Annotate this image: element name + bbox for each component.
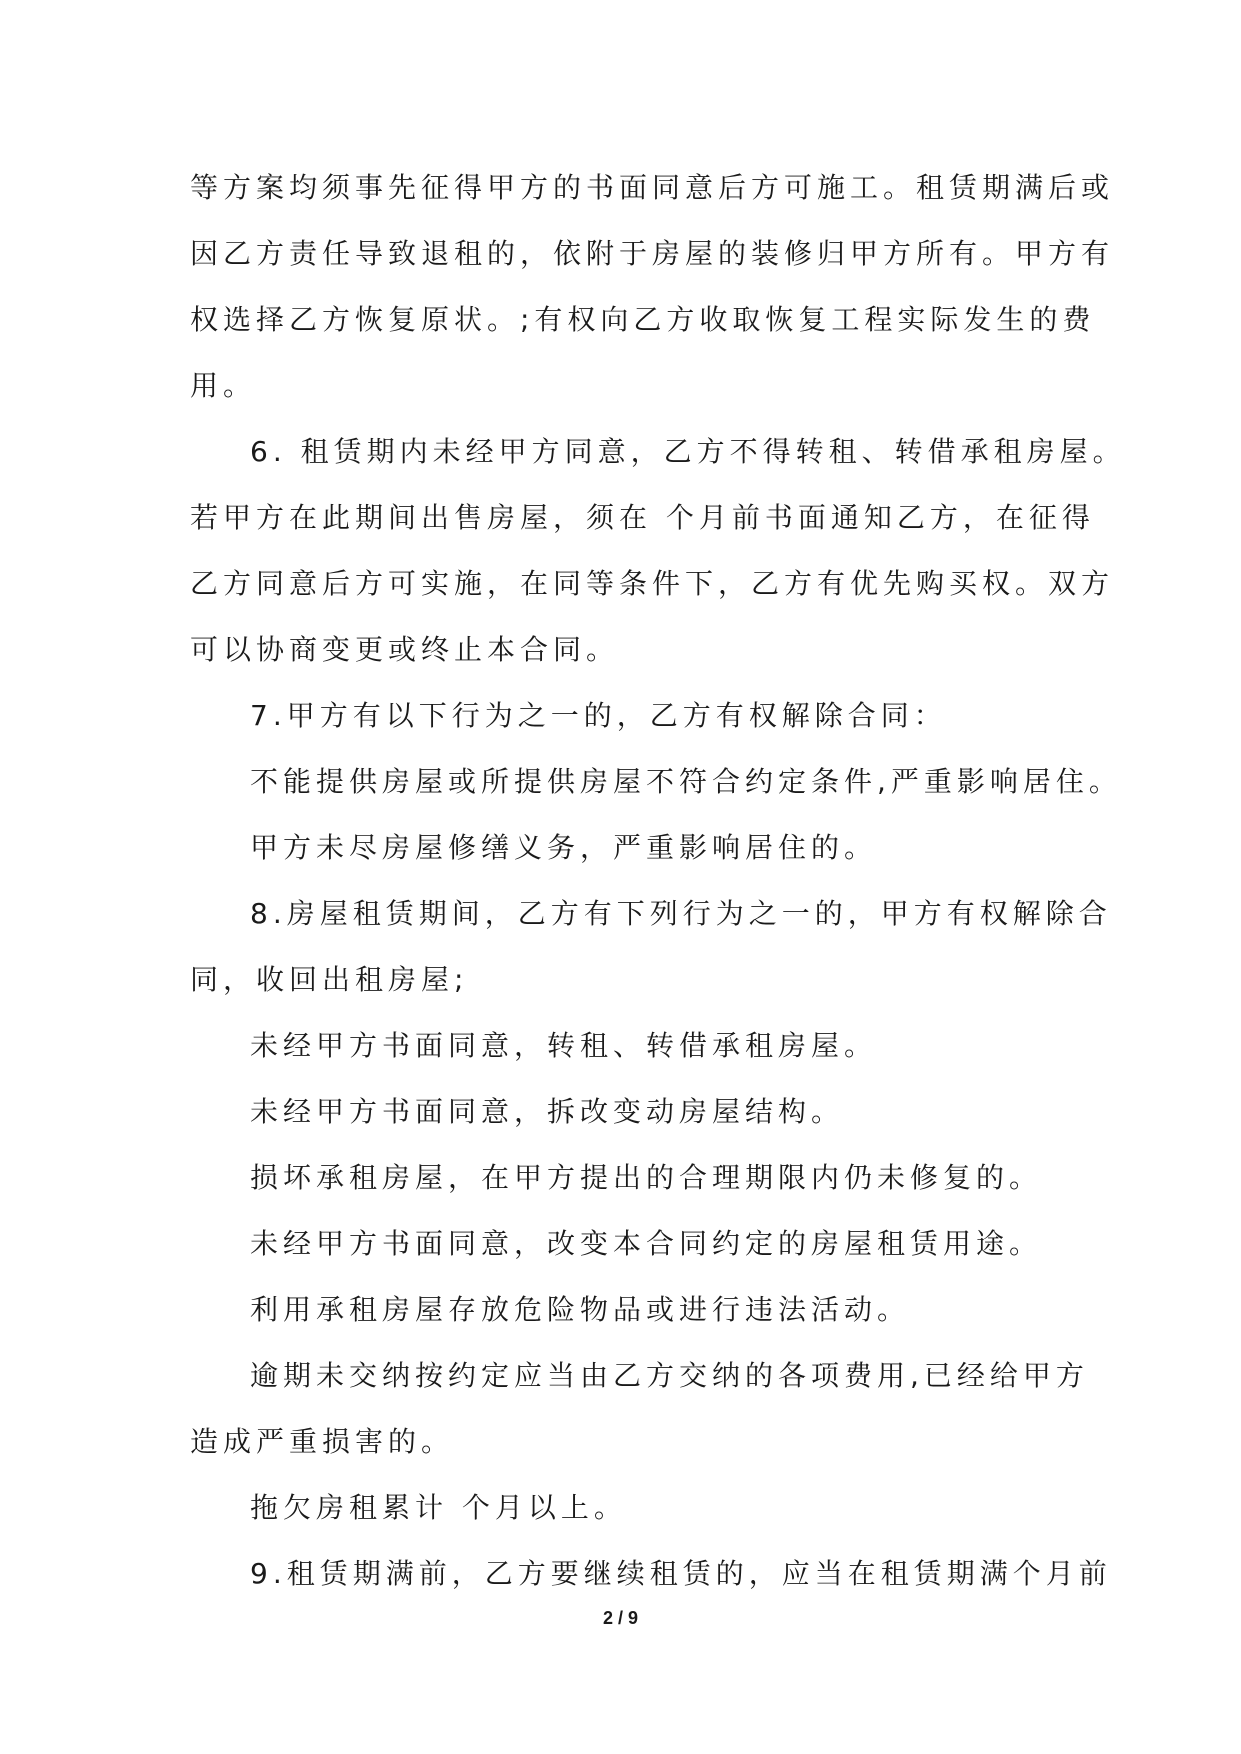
list-item: 未经甲方书面同意，改变本合同约定的房屋租赁用途。 <box>250 1227 1043 1260</box>
list-item: 利用承租房屋存放危险物品或进行违法活动。 <box>250 1293 911 1326</box>
clause-8-line: 8.房屋租赁期间，乙方有下列行为之一的，甲方有权解除合 <box>250 897 1112 930</box>
paragraph-line: 用。 <box>190 369 257 402</box>
list-item: 拖欠房租累计 个月以上。 <box>250 1491 627 1524</box>
paragraph-line: 因乙方责任导致退租的，依附于房屋的装修归甲方所有。甲方有 <box>190 237 1115 270</box>
list-item: 损坏承租房屋，在甲方提出的合理期限内仍未修复的。 <box>250 1161 1043 1194</box>
paragraph-line: 造成严重损害的。 <box>190 1425 455 1458</box>
clause-9-line: 9.租赁期满前，乙方要继续租赁的，应当在租赁期满个月前 <box>250 1557 1112 1590</box>
list-item: 甲方未尽房屋修缮义务，严重影响居住的。 <box>250 831 878 864</box>
paragraph-line: 乙方同意后方可实施，在同等条件下，乙方有优先购买权。双方 <box>190 567 1115 600</box>
page-number: 2 / 9 <box>602 1608 639 1628</box>
list-item: 未经甲方书面同意，转租、转借承租房屋。 <box>250 1029 878 1062</box>
paragraph-line: 等方案均须事先征得甲方的书面同意后方可施工。租赁期满后或 <box>190 171 1115 204</box>
paragraph-line: 可以协商变更或终止本合同。 <box>190 633 620 666</box>
paragraph-line: 若甲方在此期间出售房屋，须在 个月前书面通知乙方，在征得 <box>190 501 1095 534</box>
list-item: 不能提供房屋或所提供房屋不符合约定条件,严重影响居住。 <box>250 765 1122 798</box>
document-body <box>190 155 1126 1607</box>
clause-6-line: 6. 租赁期内未经甲方同意，乙方不得转租、转借承租房屋。 <box>250 435 1126 468</box>
paragraph-line: 权选择乙方恢复原状。;有权向乙方收取恢复工程实际发生的费 <box>190 303 1096 336</box>
paragraph-line: 同，收回出租房屋; <box>190 963 469 996</box>
clause-7-line: 7.甲方有以下行为之一的，乙方有权解除合同： <box>250 699 947 732</box>
list-item: 逾期未交纳按约定应当由乙方交纳的各项费用,已经给甲方 <box>250 1359 1089 1392</box>
list-item: 未经甲方书面同意，拆改变动房屋结构。 <box>250 1095 845 1128</box>
